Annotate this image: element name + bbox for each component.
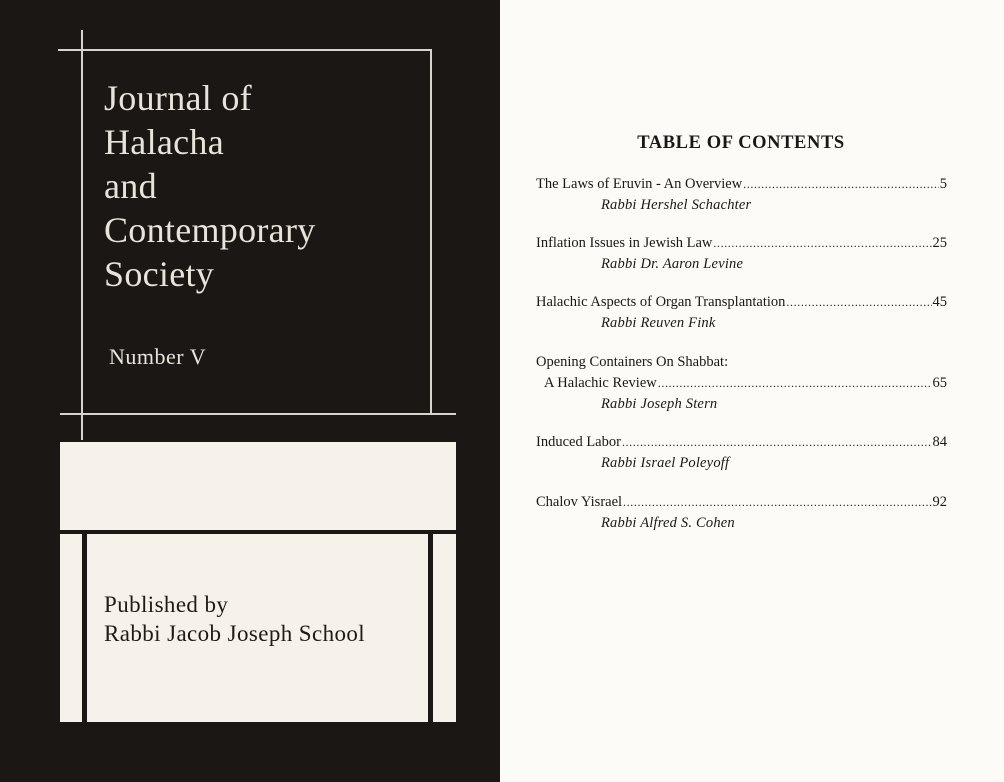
cover-panel-right-strip (433, 534, 456, 722)
toc-entry-title: The Laws of Eruvin - An Overview (536, 176, 743, 192)
toc-leader-dots (713, 233, 931, 254)
toc-entry-author: Rabbi Hershel Schachter (601, 197, 752, 213)
toc-entry-author: Rabbi Alfred S. Cohen (601, 515, 735, 531)
issue-number: Number V (109, 344, 207, 369)
toc-page-number: 5 (939, 176, 947, 192)
toc-entry (536, 292, 947, 334)
cover-rule-right (430, 49, 432, 415)
toc-entry-author: Rabbi Dr. Aaron Levine (601, 256, 744, 272)
toc-leader-dots (622, 432, 932, 453)
publisher (104, 590, 365, 648)
journal-title-line: Society (104, 254, 215, 294)
toc-leader-dots (743, 174, 939, 195)
cover-panel-left-strip (60, 534, 82, 722)
journal-title (104, 76, 316, 296)
toc-page-number: 65 (932, 375, 947, 391)
toc-entry-title: Inflation Issues in Jewish Law (536, 235, 713, 251)
toc-heading: TABLE OF CONTENTS (637, 133, 845, 153)
journal-cover (0, 0, 500, 782)
toc-entry (536, 352, 947, 415)
toc-entry-title: Halachic Aspects of Organ Transplantation (536, 294, 786, 310)
cover-panel-upper (60, 442, 456, 530)
cover-rule-middle (60, 413, 456, 415)
table-of-contents-page (500, 0, 1004, 782)
toc-page-number: 92 (932, 494, 947, 510)
journal-title-line: Contemporary (104, 210, 316, 250)
cover-rule-left (81, 30, 83, 440)
toc-entry-author: Rabbi Israel Poleyoff (601, 455, 730, 471)
cover-rule-top (58, 49, 432, 51)
publisher-line: Rabbi Jacob Joseph School (104, 621, 366, 646)
toc-page-number: 84 (932, 434, 947, 450)
toc-entry-title-continued: A Halachic Review (544, 375, 657, 391)
journal-title-line: Halacha (104, 122, 225, 162)
toc-entry (536, 174, 947, 216)
toc-entry-title: Opening Containers On Shabbat: (536, 354, 729, 370)
toc-page-number: 45 (932, 294, 947, 310)
toc-entry (536, 432, 947, 474)
toc-entry-author: Rabbi Reuven Fink (601, 315, 716, 331)
journal-title-line: Journal of (104, 78, 252, 118)
toc-entry-author: Rabbi Joseph Stern (601, 396, 718, 412)
toc-entry-title: Induced Labor (536, 434, 621, 450)
toc-leader-dots (658, 373, 932, 394)
publisher-line: Published by (104, 592, 229, 617)
journal-title-line: and (104, 166, 157, 206)
toc-entry-title: Chalov Yisrael (536, 494, 623, 510)
toc-entry (536, 233, 947, 275)
toc-leader-dots (623, 492, 931, 513)
toc-entry (536, 492, 947, 534)
toc-leader-dots (786, 292, 931, 313)
toc-page-number: 25 (932, 235, 947, 251)
